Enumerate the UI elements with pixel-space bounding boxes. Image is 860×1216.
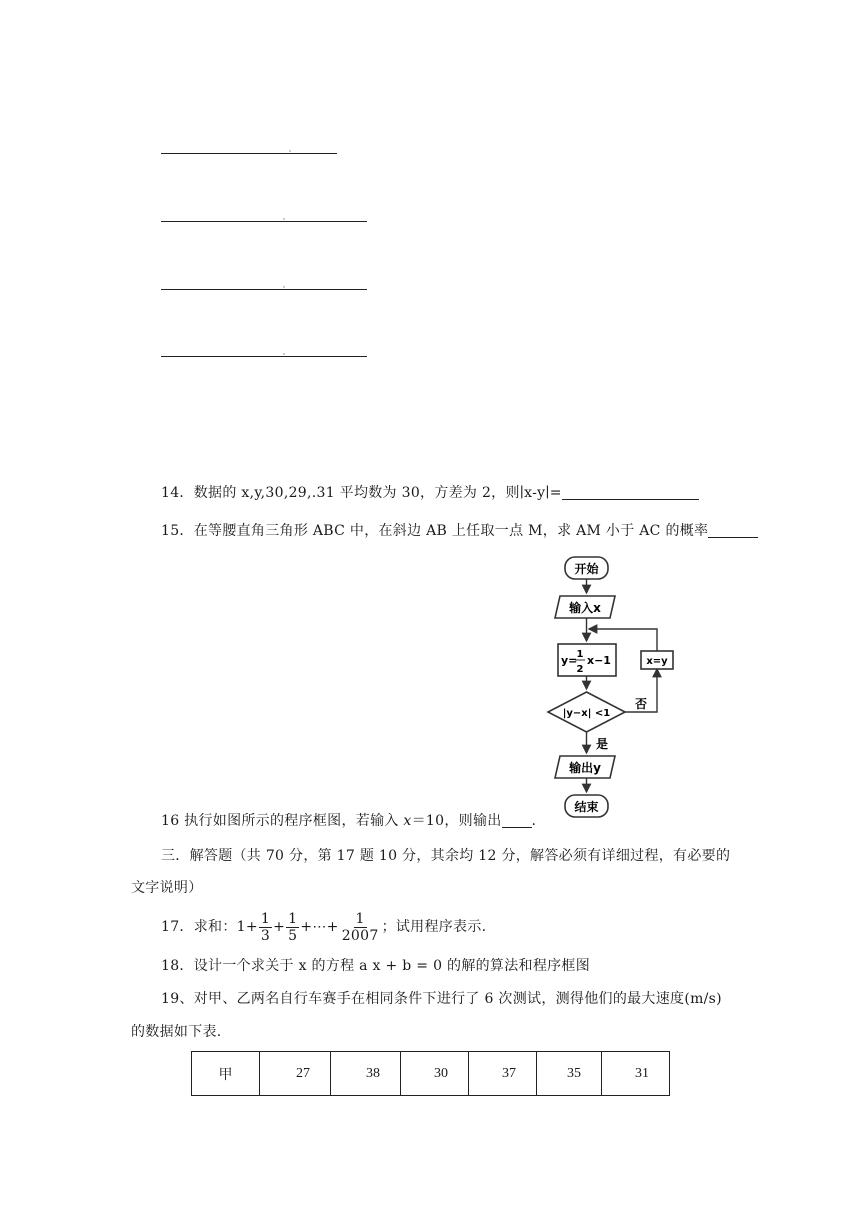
flowchart-loop-label: x=y <box>646 656 668 667</box>
question-17-plus-2: + <box>273 919 286 935</box>
table-cell: 27 <box>260 1052 331 1096</box>
flowchart-process-prefix: y= <box>561 654 578 667</box>
answer-line-1-mark <box>289 150 291 152</box>
answer-line-2-mark <box>283 218 285 220</box>
question-14-blank[interactable] <box>562 484 699 500</box>
flowchart-end-label: 结束 <box>574 800 599 814</box>
table-cell: 37 <box>469 1052 537 1096</box>
question-17-label: 17．求和： <box>161 919 237 935</box>
table-cell: 30 <box>401 1052 469 1096</box>
speed-data-table <box>191 1051 670 1096</box>
question-16-end: . <box>531 813 537 829</box>
answer-line-4 <box>161 356 367 357</box>
question-17-fraction-1 <box>259 911 272 944</box>
flowchart <box>540 552 685 822</box>
table-row-label: 甲 <box>192 1052 260 1096</box>
question-17 <box>161 910 486 944</box>
question-17-one: 1 <box>236 919 246 935</box>
question-14 <box>161 483 699 503</box>
flowchart-yes-label: 是 <box>596 737 609 751</box>
question-18: 18．设计一个求关于 x 的方程 a x + b = 0 的解的算法和程序框图 <box>161 958 591 974</box>
question-15-text: 在等腰直角三角形 ABC 中，在斜边 AB 上任取一点 M，求 AM 小于 AC 的概率 <box>193 523 709 539</box>
question-17-plus-1: + <box>245 919 258 935</box>
question-16-blank[interactable] <box>502 812 532 828</box>
flowchart-process-den: 2 <box>576 664 584 675</box>
question-16-text-a: 16 执行如图所示的程序框图，若输入 <box>161 813 404 829</box>
table-row <box>192 1052 670 1096</box>
question-17-tail: ；试用程序表示. <box>381 919 487 935</box>
section-3-heading-line-2: 文字说明） <box>131 880 203 896</box>
flowchart-input-label: 输入x <box>569 601 601 615</box>
question-17-fraction-2 <box>286 911 299 944</box>
fraction-2-numerator: 1 <box>288 910 298 927</box>
question-19-line-2: 的数据如下表. <box>131 1024 222 1040</box>
question-17-fraction-3 <box>340 911 381 944</box>
section-3-heading-line-1: 三．解答题（共 70 分，第 17 题 10 分，其余均 12 分，解答必须有详细过程，有必要的 <box>161 848 731 864</box>
answer-line-3-mark <box>283 286 285 288</box>
question-16-text-b: ＝10，则输出 <box>411 813 502 829</box>
question-15-blank[interactable] <box>708 522 758 538</box>
question-14-number: 14． <box>161 485 194 501</box>
answer-line-4-mark <box>283 353 285 355</box>
flowchart-decision-label: |y−x| <1 <box>562 708 611 719</box>
table-cell: 35 <box>537 1052 602 1096</box>
question-15 <box>161 521 758 541</box>
fraction-3-numerator: 1 <box>355 910 365 927</box>
answer-line-1 <box>161 153 337 154</box>
fraction-3-denominator: 2007 <box>341 927 379 944</box>
question-17-ellipsis: +⋯+ <box>300 919 339 935</box>
answer-line-2 <box>161 221 367 222</box>
question-16 <box>161 811 536 831</box>
answer-line-3 <box>161 289 367 290</box>
question-15-number: 15． <box>161 523 194 539</box>
fraction-2-denominator: 5 <box>288 927 298 944</box>
flowchart-start-label: 开始 <box>574 562 599 576</box>
question-14-text: 数据的 x,y,30,29,.31 平均数为 30，方差为 2，则∣x-y∣= <box>193 485 562 501</box>
flowchart-process-num: 1 <box>576 649 584 660</box>
fraction-1-numerator: 1 <box>260 910 271 927</box>
flowchart-process-suffix: x−1 <box>587 654 611 667</box>
table-cell: 38 <box>331 1052 401 1096</box>
fraction-1-denominator: 3 <box>260 927 271 944</box>
flowchart-output-label: 输出y <box>569 761 601 775</box>
flowchart-no-label: 否 <box>635 697 648 711</box>
question-19-line-1: 19、对甲、乙两名自行车赛手在相同条件下进行了 6 次测试，测得他们的最大速度(m/s) <box>161 991 722 1007</box>
table-cell: 31 <box>602 1052 670 1096</box>
question-16-var: x <box>403 813 412 829</box>
